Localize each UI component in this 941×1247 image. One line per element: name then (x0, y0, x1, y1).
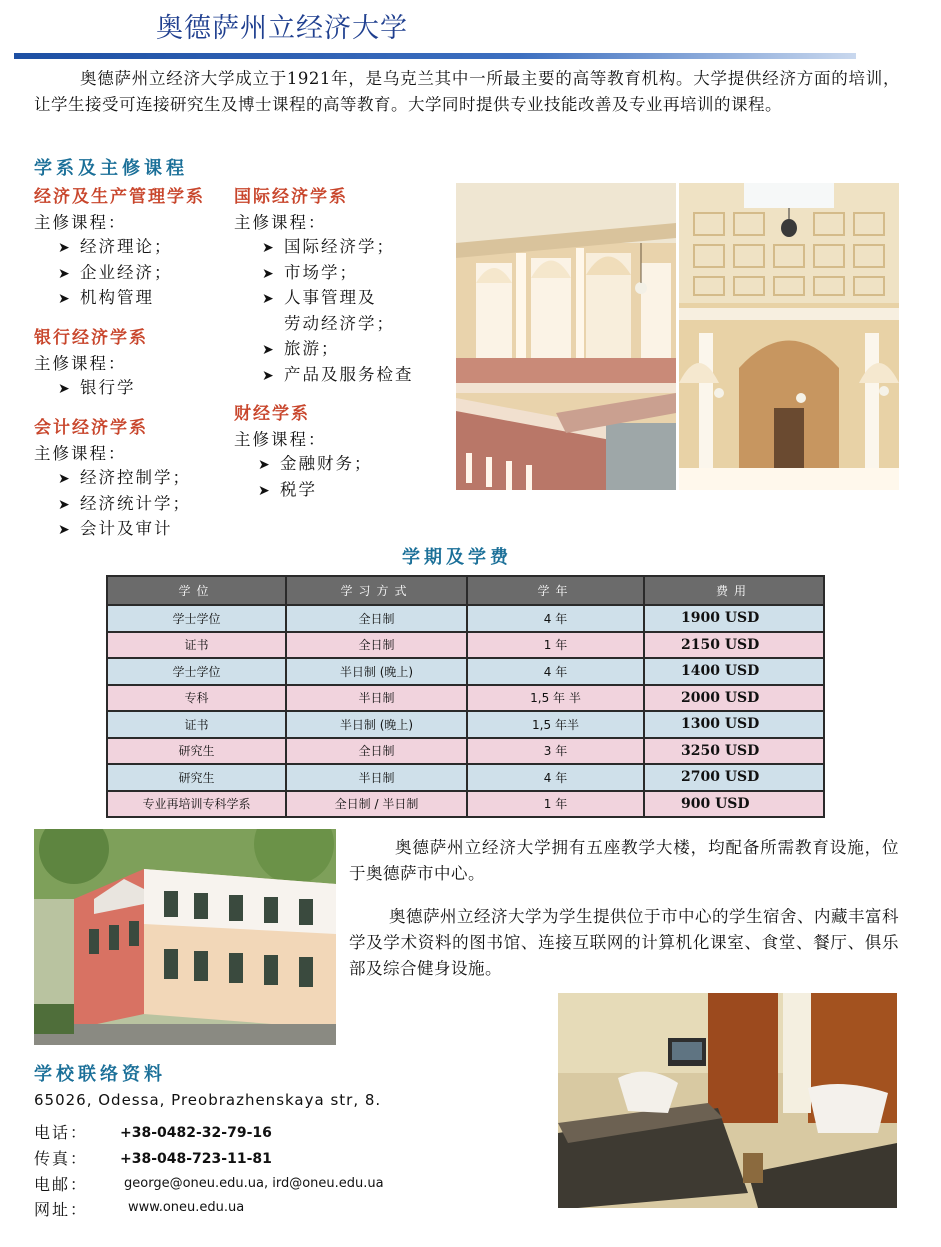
degree-cell: 研究生 (107, 738, 286, 765)
column-header-fee: 费用 (644, 576, 824, 605)
degree-cell: 学士学位 (107, 605, 286, 632)
major-label: 主修课程： (234, 213, 327, 232)
fee-cell: 1300 USD (644, 711, 824, 738)
table-row (107, 764, 824, 791)
major-item: 劳动经济学； (284, 313, 395, 333)
arrow-bullet-icon: ➤ (58, 471, 72, 487)
facilities-paragraph-2: 奥德萨州立经济大学为学生提供位于市中心的学生宿舍、内藏丰富科学及学术资料的图书馆、连接互联网的计算机化课室、食堂、餐厅、俱乐部及综合健身设施。 (349, 907, 899, 978)
column-header-degree: 学位 (107, 576, 286, 605)
degree-cell: 专科 (107, 685, 286, 712)
mode-cell: 半日制 (晚上) (286, 711, 467, 738)
years-cell: 3 年 (467, 738, 644, 765)
major-item: 经济控制学； (80, 468, 191, 487)
major-item: 经济统计学； (80, 493, 191, 513)
arrow-bullet-icon: ➤ (258, 482, 272, 499)
fee-cell: 2700 USD (644, 764, 824, 791)
mode-cell: 半日制 (286, 764, 467, 791)
facilities-paragraph-1: 奥德萨州立经济大学拥有五座教学大楼，均配备所需教育设施，位于奥德萨市中心。 (349, 838, 899, 883)
major-item: 经济理论； (80, 237, 173, 256)
website-link[interactable]: www.oneu.edu.ua (128, 1200, 245, 1215)
degree-cell: 学士学位 (107, 658, 286, 685)
university-building-photo (34, 829, 336, 1045)
degree-cell: 专业再培训专科学系 (107, 791, 286, 818)
fee-cell: 1400 USD (644, 658, 824, 685)
mode-cell: 全日制 (286, 632, 467, 659)
arrow-bullet-icon: ➤ (58, 381, 72, 397)
years-cell: 4 年 (467, 658, 644, 685)
major-item: 会计及审计 (80, 519, 173, 538)
fax-label: 传真： (34, 1149, 89, 1168)
fees-heading: 学期及学费 (402, 547, 512, 568)
table-row (107, 632, 824, 659)
arrow-bullet-icon: ➤ (258, 457, 272, 473)
major-item: 金融财务； (280, 454, 373, 473)
fee-cell: 2000 USD (644, 685, 824, 712)
years-cell: 1,5 年 半 (467, 685, 644, 712)
years-cell: 4 年 (467, 764, 644, 791)
department-name: 财经学系 (234, 404, 310, 424)
degree-cell: 研究生 (107, 764, 286, 791)
column-header-mode: 学习方式 (286, 576, 467, 605)
table-row (107, 791, 824, 818)
mode-cell: 半日制 (286, 685, 467, 712)
department-name: 国际经济学系 (234, 187, 348, 207)
table-row (107, 658, 824, 685)
major-label: 主修课程： (234, 430, 327, 449)
fee-cell: 1900 USD (644, 605, 824, 632)
dormitory-room-photo (558, 993, 897, 1208)
column-header-years: 学年 (467, 576, 644, 605)
email-value[interactable]: george@oneu.edu.ua, ird@oneu.edu.ua (124, 1176, 384, 1191)
major-label: 主修课程： (34, 444, 127, 463)
years-cell: 1 年 (467, 632, 644, 659)
table-row (107, 711, 824, 738)
major-item: 银行学 (80, 378, 136, 397)
major-item: 国际经济学； (284, 237, 395, 256)
mode-cell: 全日制 (286, 738, 467, 765)
table-row (107, 738, 824, 765)
mode-cell: 半日制 (晚上) (286, 658, 467, 685)
fee-cell: 2150 USD (644, 632, 824, 659)
major-item: 人事管理及 (284, 288, 377, 307)
table-row (107, 605, 824, 632)
department-name: 银行经济学系 (34, 328, 148, 348)
fax-value: +38-048-723-11-81 (120, 1151, 272, 1167)
arrow-bullet-icon: ➤ (58, 291, 72, 307)
table-row (107, 685, 824, 712)
arrow-bullet-icon: ➤ (58, 496, 72, 513)
years-cell: 1,5 年半 (467, 711, 644, 738)
arrow-bullet-icon: ➤ (58, 522, 72, 538)
department-name: 会计经济学系 (34, 418, 148, 438)
departments-heading: 学系及主修课程 (34, 158, 188, 179)
arrow-bullet-icon: ➤ (262, 265, 276, 282)
mode-cell: 全日制 (286, 605, 467, 632)
arrow-bullet-icon: ➤ (262, 240, 276, 256)
arrow-bullet-icon: ➤ (262, 291, 276, 307)
title-divider (14, 53, 856, 59)
degree-cell: 证书 (107, 632, 286, 659)
department-accounting (34, 413, 234, 541)
department-international-economics (234, 182, 449, 386)
major-item: 市场学； (284, 262, 358, 282)
department-finance (234, 399, 449, 501)
fee-cell: 3250 USD (644, 738, 824, 765)
interior-staircase-photo (456, 183, 676, 490)
department-economics-production (34, 182, 234, 310)
major-item: 企业经济； (80, 262, 173, 282)
contact-heading: 学校联络资料 (34, 1064, 166, 1085)
arrow-bullet-icon: ➤ (262, 367, 276, 384)
major-item: 产品及服务检查 (284, 364, 414, 384)
fees-table (106, 575, 825, 818)
years-cell: 1 年 (467, 791, 644, 818)
web-label: 网址： (34, 1200, 89, 1219)
degree-cell: 证书 (107, 711, 286, 738)
arrow-bullet-icon: ➤ (58, 240, 72, 256)
phone-label: 电话： (34, 1123, 89, 1142)
major-label: 主修课程： (34, 213, 127, 232)
page-title: 奥德萨州立经济大学 (156, 13, 408, 44)
major-item: 税学 (280, 479, 317, 499)
intro-paragraph: 奥德萨州立经济大学成立于1921年，是乌克兰其中一所最主要的高等教育机构。大学提供经济方面的培训，让学生接受可连接研究生及博士课程的高等教育。大学同时提供专业技能改善及专业再培训的课程。 (34, 69, 900, 114)
department-name: 经济及生产管理学系 (34, 187, 205, 207)
department-banking (34, 323, 234, 400)
email-label: 电邮： (34, 1175, 89, 1194)
arrow-bullet-icon: ➤ (262, 342, 276, 358)
interior-hall-photo (679, 183, 899, 490)
phone-value: +38-0482-32-79-16 (120, 1125, 272, 1141)
fee-cell: 900 USD (644, 791, 824, 818)
arrow-bullet-icon: ➤ (58, 265, 72, 282)
mode-cell: 全日制 / 半日制 (286, 791, 467, 818)
address-text: 65026, Odessa, Preobrazhenskaya str, 8. (34, 1091, 382, 1109)
major-item: 旅游； (284, 339, 340, 358)
major-label: 主修课程： (34, 354, 127, 373)
major-item: 机构管理 (80, 288, 154, 307)
years-cell: 4 年 (467, 605, 644, 632)
